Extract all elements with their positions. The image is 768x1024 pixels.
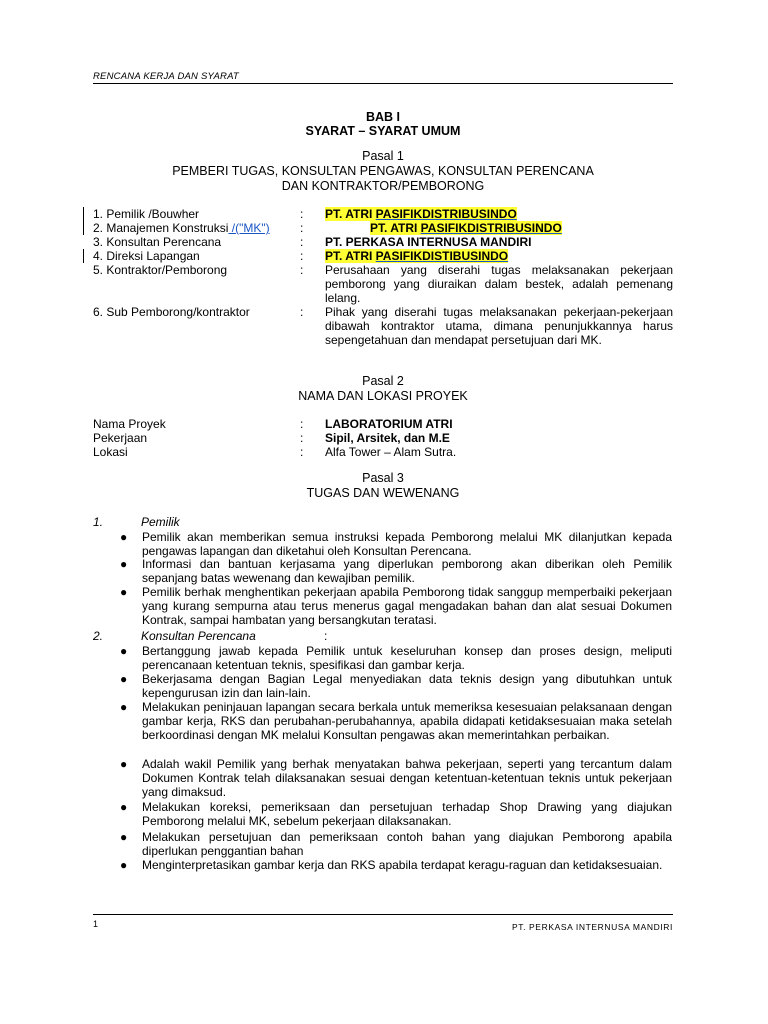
revision-bar <box>83 207 84 221</box>
bullet-dot-icon: ● <box>120 585 128 599</box>
colon: : <box>300 431 304 445</box>
party-value: Pihak yang diserahi tugas melaksanakan pekerjaan-pekerjaan dibawah kontraktor utama, dimana penunjukkannya harus sepengetahuan dan mendapat persetujuan dari MK. <box>325 305 673 347</box>
party-label: 4. Direksi Lapangan <box>93 249 200 263</box>
chapter-number: BAB I <box>365 110 401 124</box>
bullet-dot-icon: ● <box>120 644 128 658</box>
page-number: 1 <box>93 919 99 929</box>
colon: : <box>300 221 304 235</box>
colon: : <box>300 249 304 263</box>
colon: : <box>300 305 304 319</box>
project-value: Alfa Tower – Alam Sutra. <box>325 445 457 459</box>
pasal3-label: Pasal 3 <box>362 471 404 485</box>
bullet-dot-icon: ● <box>120 530 128 544</box>
party-label: 5. Kontraktor/Pemborong <box>93 263 228 277</box>
party-label: 6. Sub Pemborong/kontraktor <box>93 305 250 319</box>
project-label: Lokasi <box>93 445 128 459</box>
bullet-dot-icon: ● <box>120 757 128 771</box>
project-label: Pekerjaan <box>93 431 148 445</box>
party-value: PT. ATRI PASIFIKDISTRIBUSINDO <box>325 207 517 221</box>
colon: : <box>300 417 304 431</box>
bullet-dot-icon: ● <box>120 858 128 872</box>
party-value: PT. ATRI PASIFIKDISTRIBUSINDO <box>370 221 562 235</box>
party-label: 3. Konsultan Perencana <box>93 235 222 249</box>
bullet-dot-icon: ● <box>120 830 128 844</box>
project-value: Sipil, Arsitek, dan M.E <box>325 431 450 445</box>
document-page: RENCANA KERJA DAN SYARAT BAB I SYARAT – SYARAT UMUM Pasal 1 PEMBERI TUGAS, KONSULTAN PENGAWAS, KONSULTAN PERENCANA DAN KONTRAKTOR/PEMBORONG 1. Pemilik /Bouwher : PT. ATRI PASIFIKDISTRIBUSINDO 2. Manajemen Konstruksi /("MK") : PT. ATRI PASIFIKDISTRIBUSINDO 3. Konsultan Perencana : PT. PERKASA INTERNUSA MANDIRI 4. Direksi Lapangan : PT. ATRI PASIFIKDISTIBUSINDO 5. Kontraktor/Pemborong : Perusahaan yang diserahi tugas melaksanakan pekerjaan pemborong yang diuraikan dalam bestek, adalah pemenang lelang. 6. Sub Pemborong/kontraktor : Pihak yang diserahi tugas melaksanakan pekerjaan-pekerjaan dibawah kontraktor utama, dimana penunjukkannya harus sepengetahuan dan mendapat persetujuan dari MK. Pasal 2 NAMA DAN LOKASI PROYEK Nama Proyek : LABORATORIUM ATRI Pekerjaan : Sipil, Arsitek, dan M.E Lokasi : Alfa Tower – Alam Sutra. Pasal 3 TUGAS DAN WEWENANG 1. Pemilik ● Pemilik akan memberikan semua instruksi kepada Pemborong melalui MK dilanjutkan kepada pengawas lapangan dan diketahui oleh Konsultan Perencana. ● Informasi dan bantuan kerjasama yang diperlukan pemborong akan diberikan oleh Pemilik sepanjang batas wewenang dan kewajiban pemilik. ● Pemilik berhak menghentikan pekerjaan apabila Pemborong tidak sanggup memperbaiki pekerjaan yang kurang sempurna atau terus menerus gagal mengadakan bahan dan alat sesuai Dokumen Kontrak, sampai hambatan yang bersangkutan teratasi. 2. Konsultan Perencana : ● Bertanggung jawab kepada Pemilik untuk keseluruhan konsep dan proses design, meliputi perencanaan ketentuan teknis, spesifikasi dan gambar kerja. ● Bekerjasama dengan Bagian Legal menyediakan data teknis design yang dibutuhkan untuk kepengurusan izin dan lain-lain. ● Melakukan peninjauan lapangan secara berkala untuk memeriksa kesesuaian pelaksanaan dengan gambar kerja, RKS dan perubahan-perubahannya, apabila didapati ketidaksesuaian maka setelah berkoordinasi dengan MK melalui Konsultan pengawas akan memerintahkan perbaikan. ● Adalah wakil Pemilik yang berhak menyatakan bahwa pekerjaan, seperti yang tercantum dalam Dokumen Kontrak telah dilaksanakan sesuai dengan ketentuan-ketentuan teknis untuk pekerjaan yang dimaksud. ● Melakukan koreksi, pemeriksaan dan persetujuan terhadap Shop Drawing yang diajukan Pemborong melalui MK, sebelum pekerjaan dilaksanakan. ● Melakukan persetujuan dan pemeriksaan contoh bahan yang diajukan Pemborong apabila diperlukan penggantian bahan ● Menginterpretasikan gambar kerja dan RKS apabila terdapat keragu-raguan dan ketidaksesuaian. 1 PT. PERKASA INTERNUSA MANDIRI <box>0 0 768 1024</box>
section-title: Konsultan Perencana <box>141 629 256 643</box>
chapter-title: SYARAT – SYARAT UMUM <box>305 124 461 138</box>
footer-company: PT. PERKASA INTERNUSA MANDIRI <box>512 922 673 932</box>
party-value: PT. PERKASA INTERNUSA MANDIRI <box>325 235 532 249</box>
pasal1-title-line1: PEMBERI TUGAS, KONSULTAN PENGAWAS, KONSULTAN PERENCANA <box>172 164 594 178</box>
running-header: RENCANA KERJA DAN SYARAT <box>93 71 239 82</box>
revision-bar <box>83 249 84 263</box>
pasal2-title: NAMA DAN LOKASI PROYEK <box>298 389 468 403</box>
pasal1-title-line2: DAN KONTRAKTOR/PEMBORONG <box>281 179 485 193</box>
party-label: 2. Manajemen Konstruksi /("MK") <box>93 221 270 235</box>
project-value: LABORATORIUM ATRI <box>325 417 453 431</box>
colon: : <box>300 235 304 249</box>
revision-bar <box>83 221 84 235</box>
colon: : <box>300 445 304 459</box>
section-trailing-colon: : <box>324 629 328 643</box>
party-value: PT. ATRI PASIFIKDISTIBUSINDO <box>325 249 509 263</box>
section-number: 1. <box>93 515 104 529</box>
section-title: Pemilik <box>141 515 180 529</box>
bullet-dot-icon: ● <box>120 700 128 714</box>
pasal3-title: TUGAS DAN WEWENANG <box>306 486 460 500</box>
section-number: 2. <box>93 629 104 643</box>
colon: : <box>300 263 304 277</box>
party-label: 1. Pemilik /Bouwher <box>93 207 200 221</box>
pasal1-label: Pasal 1 <box>362 149 404 163</box>
bullet-dot-icon: ● <box>120 557 128 571</box>
footer-rule <box>93 914 673 915</box>
bullet-dot-icon: ● <box>120 672 128 686</box>
colon: : <box>300 207 304 221</box>
project-label: Nama Proyek <box>93 417 166 431</box>
pasal2-label: Pasal 2 <box>362 374 404 388</box>
party-value: Perusahaan yang diserahi tugas melaksanakan pekerjaan pemborong yang diuraikan dalam bestek, adalah pemenang lelang. <box>325 263 673 305</box>
bullet-dot-icon: ● <box>120 800 128 814</box>
header-rule <box>93 83 673 84</box>
